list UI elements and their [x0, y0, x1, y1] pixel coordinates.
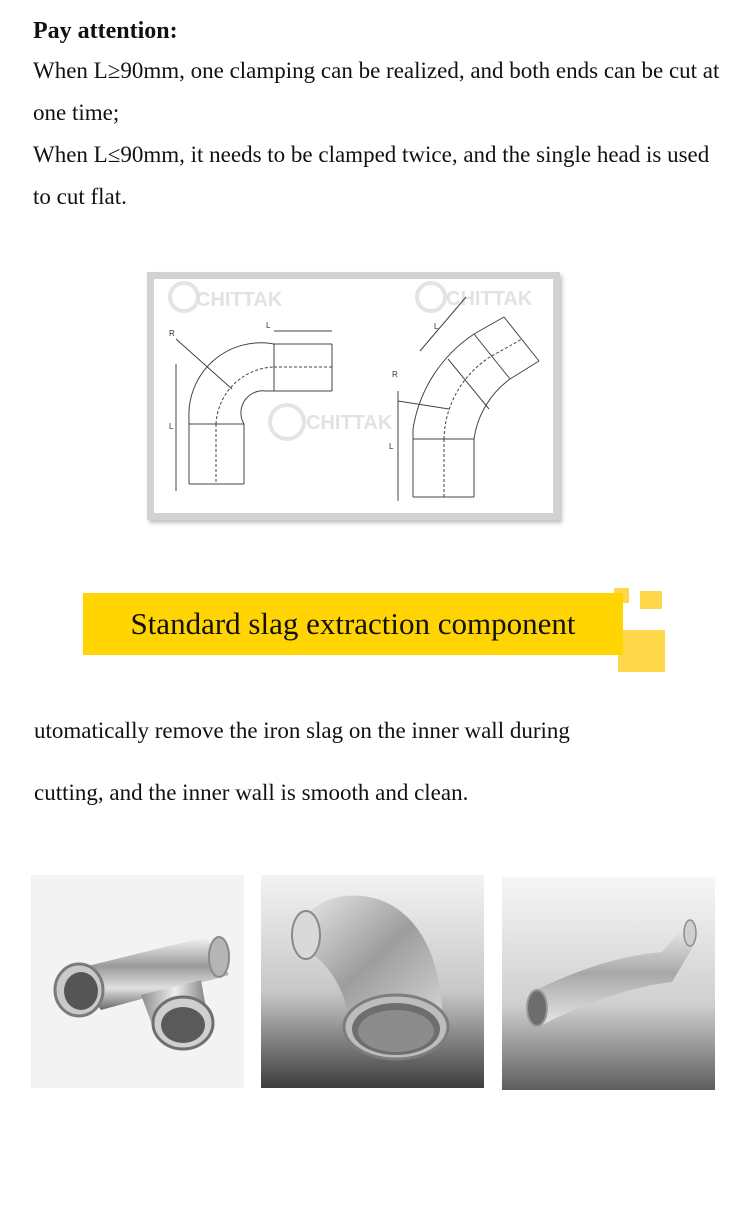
description-section — [34, 700, 724, 824]
banner-title: Standard slag extraction component — [130, 606, 576, 641]
elbow-90-drawing — [176, 331, 332, 491]
attention-line-1: When L≥90mm, one clamping can be realized, and both ends can be cut at one time; — [33, 58, 720, 125]
section-banner — [83, 593, 623, 655]
elbow-45-drawing — [398, 297, 539, 501]
label-r-left: R — [169, 329, 175, 338]
elbow-dimension-diagram — [147, 272, 560, 520]
label-l-diag: L — [434, 322, 439, 331]
stainless-tee-fitting-photo — [31, 875, 244, 1088]
diagram-drawing — [154, 279, 553, 513]
decor-square-large — [618, 630, 665, 672]
label-l-right: L — [389, 442, 394, 451]
watermark-text-1: CHITTAK — [196, 289, 283, 311]
stainless-45-degree-bend-photo — [502, 877, 715, 1090]
description-line-2: cutting, and the inner wall is smooth and clean. — [34, 780, 469, 805]
label-l-left: L — [169, 422, 174, 431]
attention-section — [33, 12, 723, 218]
label-r-right: R — [392, 370, 398, 379]
label-l-top: L — [266, 321, 271, 330]
decor-square-medium — [640, 591, 662, 609]
attention-line-2: When L≤90mm, it needs to be clamped twice, and the single head is used to cut flat. — [33, 142, 710, 209]
description-line-1: utomatically remove the iron slag on the inner wall during — [34, 718, 570, 743]
watermark-text-2: CHITTAK — [306, 412, 393, 434]
stainless-grooved-elbow-photo — [261, 875, 484, 1088]
watermark-text-3: CHITTAK — [446, 288, 533, 310]
attention-heading: Pay attention: — [33, 18, 178, 44]
diagram-canvas — [154, 279, 553, 513]
